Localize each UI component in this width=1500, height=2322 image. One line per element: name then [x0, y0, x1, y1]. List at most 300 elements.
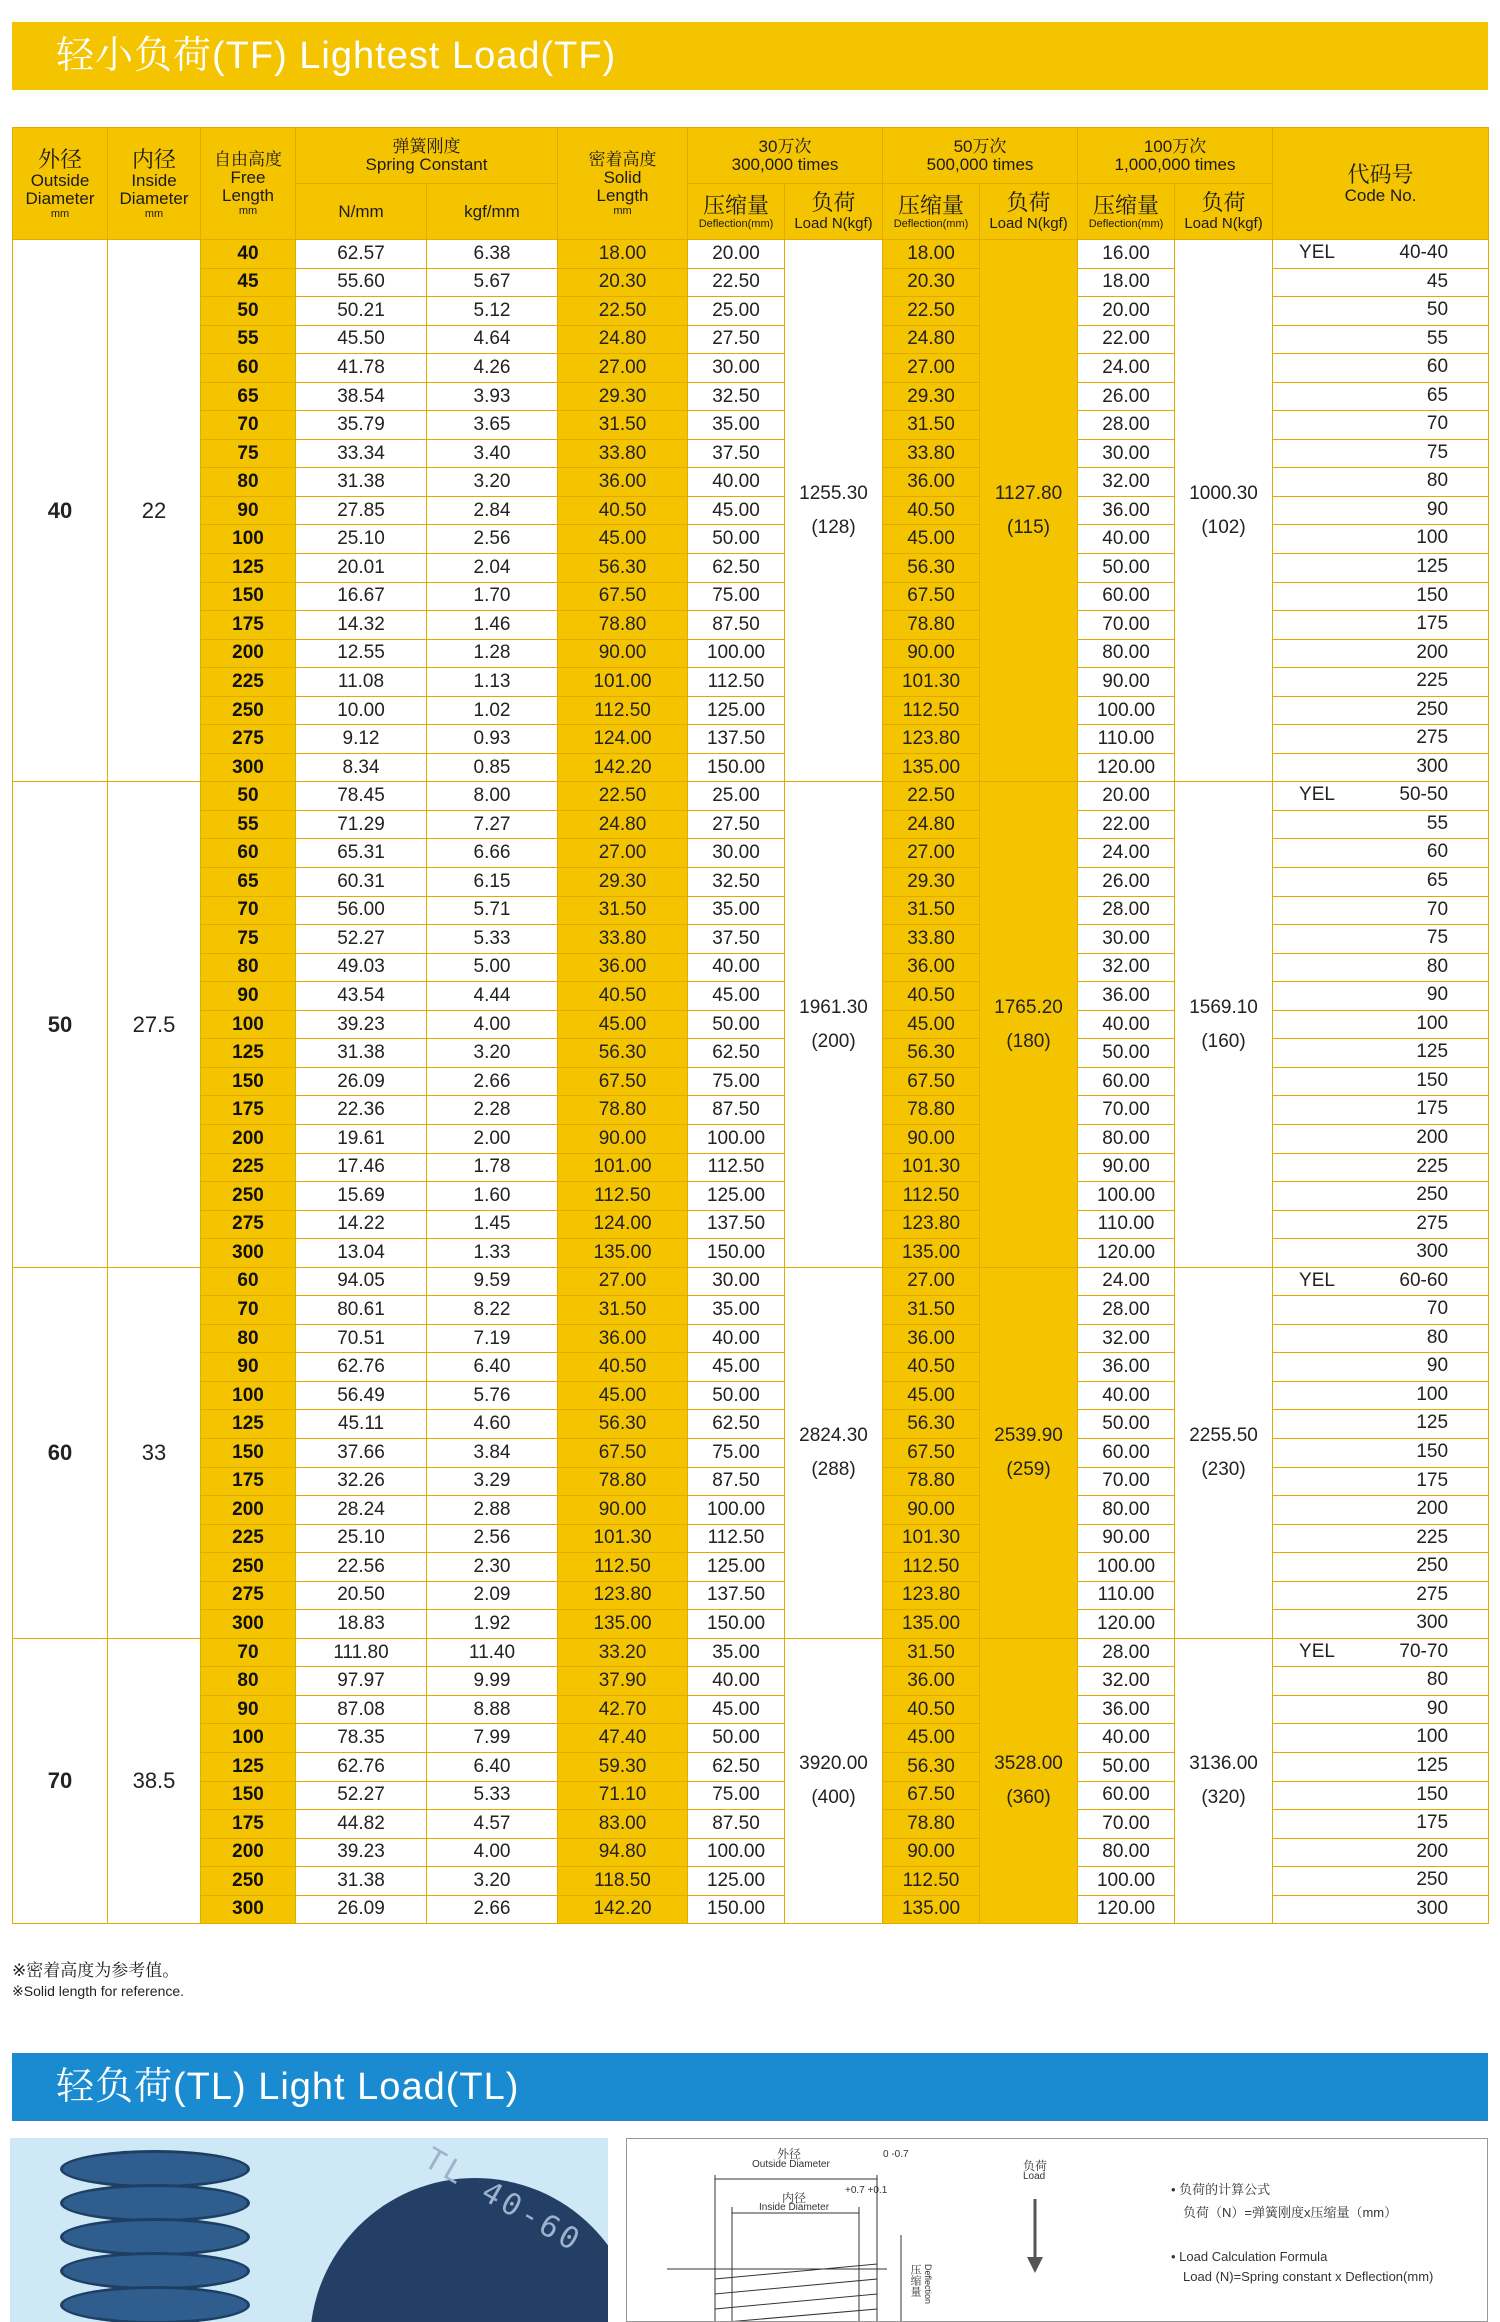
deflection-label-en: Deflection — [923, 2264, 933, 2305]
note-solid-length-cn: ※密着高度为参考值。 — [12, 1961, 180, 1980]
deflection-300k-cell: 112.50 — [688, 1153, 785, 1182]
code-number-cell — [1273, 1838, 1489, 1867]
deflection-300k-cell: 35.00 — [688, 1638, 785, 1667]
deflection-500k-cell: 101.30 — [883, 1524, 980, 1553]
code-value: 70 — [1426, 413, 1449, 435]
solid-length-cell: 45.00 — [558, 525, 688, 554]
deflection-500k-cell: 101.30 — [883, 1153, 980, 1182]
spring-constant-kgf-cell: 8.22 — [427, 1296, 558, 1325]
inside-diameter-cell: 38.5 — [108, 1638, 201, 1923]
free-length-cell: 70 — [201, 1638, 296, 1667]
free-length-cell: 80 — [201, 1324, 296, 1353]
code-value: 225 — [1416, 670, 1449, 692]
spring-constant-n-cell: 44.82 — [296, 1810, 427, 1839]
free-length-cell: 250 — [201, 1182, 296, 1211]
table-row — [13, 240, 1489, 269]
spring-constant-kgf-cell: 2.56 — [427, 1524, 558, 1553]
deflection-500k-cell: 67.50 — [883, 1438, 980, 1467]
deflection-500k-cell: 101.30 — [883, 668, 980, 697]
solid-length-cell: 124.00 — [558, 1210, 688, 1239]
spring-constant-kgf-cell: 1.33 — [427, 1239, 558, 1268]
solid-length-cell: 78.80 — [558, 1096, 688, 1125]
deflection-500k-cell: 135.00 — [883, 1239, 980, 1268]
code-value: 65 — [1426, 384, 1449, 406]
deflection-500k-cell: 31.50 — [883, 896, 980, 925]
header-outside-diameter: 外径 Outside Diameter mm — [13, 128, 108, 240]
deflection-300k-cell: 35.00 — [688, 896, 785, 925]
solid-length-cell: 67.50 — [558, 1067, 688, 1096]
deflection-500k-cell: 112.50 — [883, 1553, 980, 1582]
code-value: 75 — [1426, 927, 1449, 949]
free-length-cell: 300 — [201, 1239, 296, 1268]
deflection-1m-cell: 60.00 — [1078, 1067, 1175, 1096]
free-length-cell: 45 — [201, 268, 296, 297]
header-deflection-300k: 压缩量 Deflection(mm) — [688, 184, 785, 240]
spring-constant-kgf-cell: 6.66 — [427, 839, 558, 868]
free-length-cell: 60 — [201, 1267, 296, 1296]
deflection-1m-cell: 18.00 — [1078, 268, 1175, 297]
deflection-500k-cell: 31.50 — [883, 411, 980, 440]
deflection-300k-cell: 150.00 — [688, 1610, 785, 1639]
spring-constant-n-cell: 39.23 — [296, 1010, 427, 1039]
code-number-cell — [1273, 439, 1489, 468]
deflection-500k-cell: 31.50 — [883, 1296, 980, 1325]
code-value: 275 — [1416, 1583, 1449, 1605]
code-number-cell — [1273, 1096, 1489, 1125]
table-row — [13, 782, 1489, 811]
deflection-500k-cell: 90.00 — [883, 1838, 980, 1867]
code-value: 175 — [1416, 1469, 1449, 1491]
code-number-cell — [1273, 1867, 1489, 1896]
solid-length-cell: 18.00 — [558, 240, 688, 269]
code-number-cell — [1273, 925, 1489, 954]
free-length-cell: 125 — [201, 1039, 296, 1068]
deflection-500k-cell: 36.00 — [883, 1667, 980, 1696]
code-value: 275 — [1416, 727, 1449, 749]
spring-constant-n-cell: 71.29 — [296, 810, 427, 839]
code-value: 60 — [1426, 356, 1449, 378]
code-number-cell — [1273, 325, 1489, 354]
solid-length-cell: 123.80 — [558, 1581, 688, 1610]
solid-length-cell: 31.50 — [558, 1296, 688, 1325]
deflection-500k-cell: 27.00 — [883, 354, 980, 383]
code-value: 100 — [1416, 1383, 1449, 1405]
deflection-300k-cell: 22.50 — [688, 268, 785, 297]
code-value: 70-70 — [1399, 1640, 1449, 1662]
deflection-500k-cell: 56.30 — [883, 1752, 980, 1781]
deflection-300k-cell: 75.00 — [688, 1067, 785, 1096]
solid-length-cell: 29.30 — [558, 382, 688, 411]
spring-constant-kgf-cell: 8.00 — [427, 782, 558, 811]
deflection-300k-cell: 40.00 — [688, 1324, 785, 1353]
code-value: 250 — [1416, 1869, 1449, 1891]
free-length-cell: 150 — [201, 1781, 296, 1810]
load-label-en: Load — [1023, 2171, 1046, 2182]
code-number-cell — [1273, 1353, 1489, 1382]
spring-constant-n-cell: 62.76 — [296, 1752, 427, 1781]
outside-diameter-cell: 40 — [13, 240, 108, 782]
deflection-1m-cell: 26.00 — [1078, 868, 1175, 897]
deflection-1m-cell: 22.00 — [1078, 810, 1175, 839]
spring-constant-kgf-cell: 6.40 — [427, 1752, 558, 1781]
deflection-1m-cell: 36.00 — [1078, 1353, 1175, 1382]
spring-constant-n-cell: 62.76 — [296, 1353, 427, 1382]
solid-length-cell: 94.80 — [558, 1838, 688, 1867]
spring-constant-kgf-cell: 1.70 — [427, 582, 558, 611]
spring-constant-kgf-cell: 2.09 — [427, 1581, 558, 1610]
spring-constant-kgf-cell: 5.67 — [427, 268, 558, 297]
code-value: 175 — [1416, 1812, 1449, 1834]
deflection-1m-cell: 36.00 — [1078, 496, 1175, 525]
load-500k-cell: 1127.80 (115) — [980, 240, 1078, 782]
deflection-300k-cell: 25.00 — [688, 297, 785, 326]
deflection-500k-cell: 78.80 — [883, 1096, 980, 1125]
spring-constant-kgf-cell: 2.66 — [427, 1067, 558, 1096]
free-length-cell: 300 — [201, 753, 296, 782]
header-code-no: 代码号 Code No. — [1273, 128, 1489, 240]
deflection-1m-cell: 70.00 — [1078, 1467, 1175, 1496]
header-500k-cycles: 50万次 500,000 times — [883, 128, 1078, 184]
deflection-300k-cell: 125.00 — [688, 1867, 785, 1896]
deflection-500k-cell: 123.80 — [883, 1581, 980, 1610]
header-free-length: 自由高度 Free Length mm — [201, 128, 296, 240]
code-prefix: YEL — [1299, 242, 1335, 263]
code-number-cell — [1273, 839, 1489, 868]
load-500k-cell: 2539.90 (259) — [980, 1267, 1078, 1638]
free-length-cell: 100 — [201, 525, 296, 554]
free-length-cell: 225 — [201, 1524, 296, 1553]
deflection-1m-cell: 100.00 — [1078, 696, 1175, 725]
free-length-cell: 55 — [201, 810, 296, 839]
free-length-cell: 65 — [201, 868, 296, 897]
code-value: 225 — [1416, 1526, 1449, 1548]
spring-constant-n-cell: 97.97 — [296, 1667, 427, 1696]
solid-length-cell: 33.80 — [558, 439, 688, 468]
code-value: 90 — [1426, 498, 1449, 520]
solid-length-cell: 42.70 — [558, 1695, 688, 1724]
deflection-500k-cell: 45.00 — [883, 1724, 980, 1753]
spring-constant-n-cell: 50.21 — [296, 297, 427, 326]
free-length-cell: 125 — [201, 554, 296, 583]
spring-constant-kgf-cell: 1.78 — [427, 1153, 558, 1182]
solid-length-cell: 90.00 — [558, 639, 688, 668]
free-length-cell: 90 — [201, 982, 296, 1011]
code-value: 150 — [1416, 584, 1449, 606]
deflection-500k-cell: 112.50 — [883, 696, 980, 725]
solid-length-cell: 31.50 — [558, 411, 688, 440]
deflection-300k-cell: 75.00 — [688, 1438, 785, 1467]
spring-dimension-diagram — [626, 2138, 1488, 2322]
code-number-cell — [1273, 1524, 1489, 1553]
header-spring-constant: 弹簧刚度 Spring Constant — [296, 128, 558, 184]
spring-constant-n-cell: 43.54 — [296, 982, 427, 1011]
free-length-cell: 50 — [201, 782, 296, 811]
deflection-1m-cell: 110.00 — [1078, 1581, 1175, 1610]
code-number-cell — [1273, 753, 1489, 782]
code-value: 90 — [1426, 984, 1449, 1006]
code-value: 200 — [1416, 1126, 1449, 1148]
deflection-300k-cell: 50.00 — [688, 1724, 785, 1753]
spring-constant-kgf-cell: 2.04 — [427, 554, 558, 583]
free-length-cell: 200 — [201, 1124, 296, 1153]
deflection-1m-cell: 28.00 — [1078, 1296, 1175, 1325]
solid-length-cell: 59.30 — [558, 1752, 688, 1781]
free-length-cell: 100 — [201, 1724, 296, 1753]
spring-constant-n-cell: 78.35 — [296, 1724, 427, 1753]
spring-constant-n-cell: 8.34 — [296, 753, 427, 782]
free-length-cell: 175 — [201, 1810, 296, 1839]
spring-constant-n-cell: 11.08 — [296, 668, 427, 697]
solid-length-cell: 27.00 — [558, 1267, 688, 1296]
solid-length-cell: 83.00 — [558, 1810, 688, 1839]
code-number-cell — [1273, 1638, 1489, 1667]
deflection-1m-cell: 32.00 — [1078, 953, 1175, 982]
deflection-300k-cell: 100.00 — [688, 1838, 785, 1867]
deflection-1m-cell: 28.00 — [1078, 896, 1175, 925]
deflection-300k-cell: 27.50 — [688, 810, 785, 839]
spring-constant-n-cell: 18.83 — [296, 1610, 427, 1639]
free-length-cell: 175 — [201, 611, 296, 640]
deflection-1m-cell: 36.00 — [1078, 982, 1175, 1011]
id-label-en: Inside Diameter — [759, 2202, 830, 2213]
deflection-300k-cell: 35.00 — [688, 1296, 785, 1325]
code-value: 100 — [1416, 527, 1449, 549]
load-300k-cell: 2824.30 (288) — [785, 1267, 883, 1638]
deflection-1m-cell: 120.00 — [1078, 1610, 1175, 1639]
deflection-1m-cell: 40.00 — [1078, 525, 1175, 554]
spring-constant-kgf-cell: 4.00 — [427, 1838, 558, 1867]
spring-constant-kgf-cell: 4.57 — [427, 1810, 558, 1839]
load-300k-cell: 1961.30 (200) — [785, 782, 883, 1267]
code-value: 150 — [1416, 1069, 1449, 1091]
spring-constant-kgf-cell: 0.85 — [427, 753, 558, 782]
deflection-300k-cell: 75.00 — [688, 1781, 785, 1810]
free-length-cell: 125 — [201, 1410, 296, 1439]
deflection-300k-cell: 137.50 — [688, 1210, 785, 1239]
spring-constant-kgf-cell: 7.27 — [427, 810, 558, 839]
solid-length-cell: 33.80 — [558, 925, 688, 954]
solid-length-cell: 67.50 — [558, 582, 688, 611]
table-row — [13, 1638, 1489, 1667]
deflection-500k-cell: 22.50 — [883, 297, 980, 326]
spring-constant-kgf-cell: 1.28 — [427, 639, 558, 668]
code-value: 175 — [1416, 1098, 1449, 1120]
outside-diameter-cell: 50 — [13, 782, 108, 1267]
deflection-1m-cell: 110.00 — [1078, 725, 1175, 754]
deflection-500k-cell: 27.00 — [883, 1267, 980, 1296]
deflection-1m-cell: 100.00 — [1078, 1553, 1175, 1582]
free-length-cell: 80 — [201, 468, 296, 497]
deflection-500k-cell: 135.00 — [883, 1895, 980, 1924]
free-length-cell: 60 — [201, 354, 296, 383]
solid-length-cell: 40.50 — [558, 1353, 688, 1382]
spring-constant-kgf-cell: 3.29 — [427, 1467, 558, 1496]
code-value: 70 — [1426, 898, 1449, 920]
code-value: 65 — [1426, 870, 1449, 892]
spring-constant-n-cell: 27.85 — [296, 496, 427, 525]
deflection-1m-cell: 70.00 — [1078, 1096, 1175, 1125]
deflection-300k-cell: 45.00 — [688, 1353, 785, 1382]
deflection-1m-cell: 120.00 — [1078, 1895, 1175, 1924]
deflection-1m-cell: 90.00 — [1078, 668, 1175, 697]
spring-constant-n-cell: 45.11 — [296, 1410, 427, 1439]
deflection-300k-cell: 50.00 — [688, 1010, 785, 1039]
deflection-500k-cell: 78.80 — [883, 611, 980, 640]
deflection-500k-cell: 36.00 — [883, 468, 980, 497]
spring-constant-n-cell: 56.00 — [296, 896, 427, 925]
od-label-en: Outside Diameter — [752, 2159, 830, 2170]
deflection-300k-cell: 125.00 — [688, 696, 785, 725]
code-number-cell — [1273, 639, 1489, 668]
code-value: 275 — [1416, 1212, 1449, 1234]
code-number-cell — [1273, 1296, 1489, 1325]
spring-constant-kgf-cell: 2.88 — [427, 1496, 558, 1525]
free-length-cell: 70 — [201, 411, 296, 440]
deflection-300k-cell: 30.00 — [688, 1267, 785, 1296]
deflection-300k-cell: 137.50 — [688, 725, 785, 754]
free-length-cell: 60 — [201, 839, 296, 868]
free-length-cell: 90 — [201, 1353, 296, 1382]
header-kgf-per-mm: kgf/mm — [427, 184, 558, 240]
solid-length-cell: 36.00 — [558, 953, 688, 982]
deflection-1m-cell: 90.00 — [1078, 1153, 1175, 1182]
code-number-cell — [1273, 1496, 1489, 1525]
deflection-300k-cell: 75.00 — [688, 582, 785, 611]
deflection-500k-cell: 90.00 — [883, 1496, 980, 1525]
free-length-cell: 150 — [201, 1067, 296, 1096]
code-number-cell — [1273, 1810, 1489, 1839]
spring-constant-n-cell: 60.31 — [296, 868, 427, 897]
load-500k-cell: 1765.20 (180) — [980, 782, 1078, 1267]
deflection-500k-cell: 112.50 — [883, 1182, 980, 1211]
solid-length-cell: 47.40 — [558, 1724, 688, 1753]
spring-constant-n-cell: 26.09 — [296, 1067, 427, 1096]
header-load-1m: 负荷 Load N(kgf) — [1175, 184, 1273, 240]
deflection-500k-cell: 24.80 — [883, 325, 980, 354]
free-length-cell: 40 — [201, 240, 296, 269]
solid-length-cell: 37.90 — [558, 1667, 688, 1696]
spring-constant-kgf-cell: 6.40 — [427, 1353, 558, 1382]
spring-constant-kgf-cell: 4.60 — [427, 1410, 558, 1439]
free-length-cell: 250 — [201, 1867, 296, 1896]
deflection-300k-cell: 62.50 — [688, 1752, 785, 1781]
spring-photo — [10, 2138, 608, 2322]
deflection-300k-cell: 62.50 — [688, 1410, 785, 1439]
deflection-500k-cell: 31.50 — [883, 1638, 980, 1667]
free-length-cell: 200 — [201, 1838, 296, 1867]
free-length-cell: 300 — [201, 1610, 296, 1639]
spring-constant-n-cell: 9.12 — [296, 725, 427, 754]
deflection-1m-cell: 22.00 — [1078, 325, 1175, 354]
code-number-cell — [1273, 1724, 1489, 1753]
solid-length-cell: 101.00 — [558, 1153, 688, 1182]
solid-length-cell: 22.50 — [558, 297, 688, 326]
deflection-300k-cell: 40.00 — [688, 953, 785, 982]
deflection-300k-cell: 150.00 — [688, 753, 785, 782]
code-prefix: YEL — [1299, 784, 1335, 806]
code-number-cell — [1273, 725, 1489, 754]
deflection-300k-cell: 40.00 — [688, 1667, 785, 1696]
code-number-cell — [1273, 1667, 1489, 1696]
deflection-500k-cell: 40.50 — [883, 982, 980, 1011]
deflection-500k-cell: 36.00 — [883, 953, 980, 982]
spring-constant-n-cell: 49.03 — [296, 953, 427, 982]
code-number-cell — [1273, 1381, 1489, 1410]
code-number-cell — [1273, 982, 1489, 1011]
formula-en: Load (N)=Spring constant x Deflection(mm) — [1183, 2269, 1434, 2284]
deflection-500k-cell: 135.00 — [883, 1610, 980, 1639]
deflection-1m-cell: 60.00 — [1078, 1781, 1175, 1810]
od-label-cn: 外径 — [777, 2147, 802, 2161]
spring-constant-kgf-cell: 4.64 — [427, 325, 558, 354]
code-number-cell — [1273, 611, 1489, 640]
load-1m-cell: 1569.10 (160) — [1175, 782, 1273, 1267]
deflection-300k-cell: 100.00 — [688, 1496, 785, 1525]
free-length-cell: 225 — [201, 1153, 296, 1182]
code-number-cell — [1273, 582, 1489, 611]
deflection-500k-cell: 67.50 — [883, 1781, 980, 1810]
spring-constant-kgf-cell: 0.93 — [427, 725, 558, 754]
code-value: 250 — [1416, 1184, 1449, 1206]
spring-constant-n-cell: 65.31 — [296, 839, 427, 868]
solid-length-cell: 56.30 — [558, 1410, 688, 1439]
deflection-500k-cell: 45.00 — [883, 525, 980, 554]
solid-length-cell: 112.50 — [558, 1553, 688, 1582]
spring-constant-n-cell: 111.80 — [296, 1638, 427, 1667]
code-number-cell — [1273, 1182, 1489, 1211]
deflection-1m-cell: 30.00 — [1078, 439, 1175, 468]
deflection-300k-cell: 125.00 — [688, 1553, 785, 1582]
code-value: 125 — [1416, 1041, 1449, 1063]
deflection-500k-cell: 67.50 — [883, 582, 980, 611]
code-value: 250 — [1416, 698, 1449, 720]
solid-length-cell: 56.30 — [558, 1039, 688, 1068]
solid-length-cell: 45.00 — [558, 1010, 688, 1039]
code-number-cell — [1273, 1039, 1489, 1068]
code-number-cell — [1273, 468, 1489, 497]
free-length-cell: 200 — [201, 639, 296, 668]
deflection-500k-cell: 112.50 — [883, 1867, 980, 1896]
spring-constant-n-cell: 26.09 — [296, 1895, 427, 1924]
spring-constant-kgf-cell: 1.46 — [427, 611, 558, 640]
code-number-cell — [1273, 1410, 1489, 1439]
spring-constant-n-cell: 32.26 — [296, 1467, 427, 1496]
deflection-500k-cell: 24.80 — [883, 810, 980, 839]
free-length-cell: 90 — [201, 1695, 296, 1724]
solid-length-cell: 101.00 — [558, 668, 688, 697]
spring-constant-n-cell: 80.61 — [296, 1296, 427, 1325]
spring-constant-kgf-cell: 6.15 — [427, 868, 558, 897]
solid-length-cell: 118.50 — [558, 1867, 688, 1896]
spring-constant-n-cell: 87.08 — [296, 1695, 427, 1724]
formula-title-cn: • 负荷的计算公式 — [1171, 2182, 1271, 2197]
deflection-500k-cell: 40.50 — [883, 1353, 980, 1382]
deflection-300k-cell: 100.00 — [688, 639, 785, 668]
deflection-300k-cell: 50.00 — [688, 525, 785, 554]
spring-constant-kgf-cell: 4.44 — [427, 982, 558, 1011]
deflection-1m-cell: 36.00 — [1078, 1695, 1175, 1724]
spring-constant-n-cell: 12.55 — [296, 639, 427, 668]
spring-constant-n-cell: 28.24 — [296, 1496, 427, 1525]
id-label-cn: 内径 — [782, 2191, 807, 2205]
free-length-cell: 150 — [201, 582, 296, 611]
deflection-500k-cell: 45.00 — [883, 1010, 980, 1039]
solid-length-cell: 33.20 — [558, 1638, 688, 1667]
code-value: 175 — [1416, 613, 1449, 635]
spring-constant-kgf-cell: 5.71 — [427, 896, 558, 925]
spring-constant-n-cell: 52.27 — [296, 1781, 427, 1810]
deflection-300k-cell: 87.50 — [688, 1810, 785, 1839]
